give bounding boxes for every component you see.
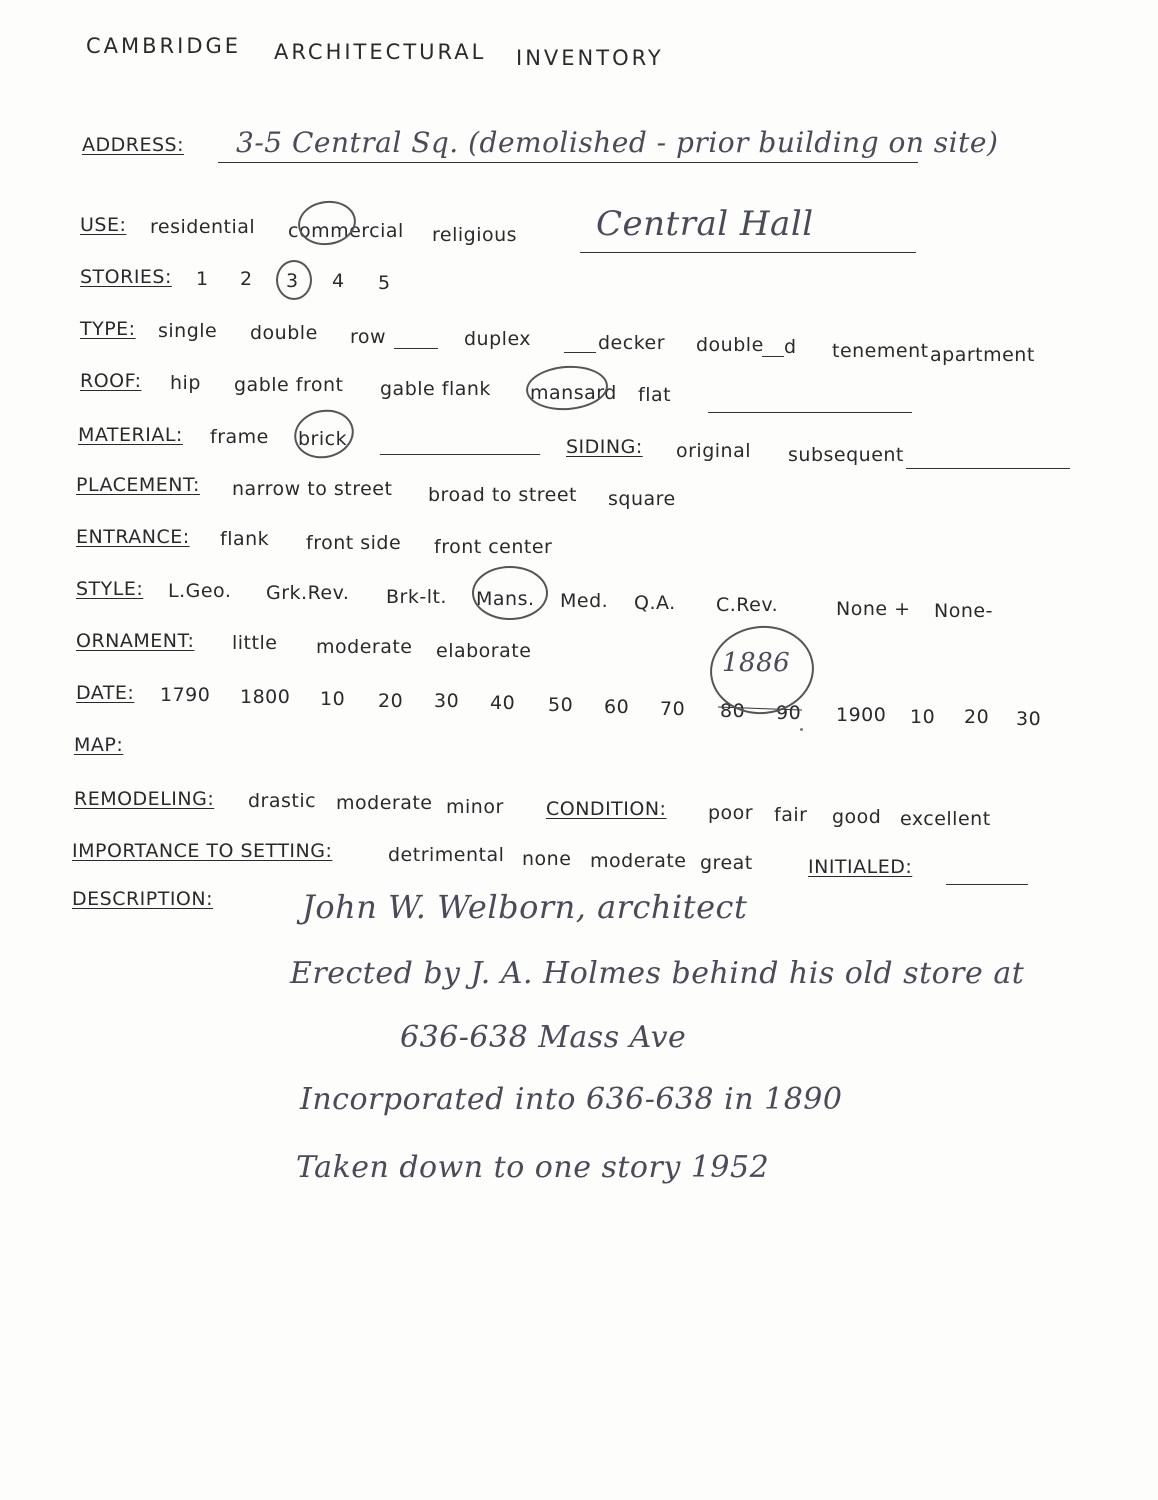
address-value: 3-5 Central Sq. (demolished - prior building on site) (236, 126, 999, 159)
date-option-1930: 30 (1016, 708, 1042, 730)
remodeling-option-drastic: drastic (248, 790, 317, 812)
placement-option-broad: broad to street (428, 484, 578, 506)
condition-option-poor: poor (708, 802, 754, 824)
roof-label: ROOF: (80, 370, 142, 392)
type-option-apartment: apartment (930, 344, 1035, 366)
date-option-70: 70 (660, 698, 686, 720)
date-option-90: 90 (776, 702, 802, 724)
roof-option-gable-flank: gable flank (380, 378, 491, 400)
style-selected-circle (472, 566, 548, 620)
remodeling-option-moderate: moderate (336, 792, 433, 814)
date-option-1920: 20 (964, 706, 990, 728)
condition-label: CONDITION: (546, 798, 667, 820)
type-option-double-d: double (696, 334, 764, 356)
date-option-20: 20 (378, 690, 404, 712)
date-option-10: 10 (320, 688, 346, 710)
header-cambridge: CAMBRIDGE (86, 34, 242, 58)
date-option-1900: 1900 (836, 704, 887, 726)
stories-option-1: 1 (196, 268, 209, 290)
description-line-1: John W. Welborn, architect (302, 888, 748, 926)
siding-label: SIDING: (566, 436, 643, 458)
stories-option-2: 2 (240, 268, 253, 290)
date-option-40: 40 (490, 692, 516, 714)
condition-option-excellent: excellent (900, 808, 991, 830)
date-option-1800: 1800 (240, 686, 291, 708)
type-double-d-suffix: d (784, 336, 797, 358)
map-label: MAP: (74, 734, 124, 756)
roof-option-mansard: mansard (530, 382, 617, 404)
use-option-religious: religious (432, 224, 518, 246)
ornament-option-little: little (232, 632, 278, 654)
condition-option-good: good (832, 806, 882, 828)
type-option-double: double (250, 322, 318, 344)
stories-option-3: 3 (286, 270, 299, 292)
type-option-row: row (350, 326, 387, 348)
address-line (218, 162, 918, 163)
description-line-5: Taken down to one story 1952 (296, 1150, 770, 1185)
initialed-label: INITIALED: (808, 856, 913, 878)
entrance-option-front-side: front side (306, 532, 402, 554)
description-line-2: Erected by J. A. Holmes behind his old store at (290, 956, 1025, 991)
type-option-duplex: duplex (464, 328, 532, 350)
description-label: DESCRIPTION: (72, 888, 214, 910)
condition-option-fair: fair (774, 804, 808, 826)
use-option-commercial: commercial (288, 220, 404, 242)
address-label: ADDRESS: (82, 134, 184, 156)
date-option-30: 30 (434, 690, 460, 712)
style-option-brklt: Brk-lt. (386, 586, 447, 608)
material-label: MATERIAL: (78, 424, 183, 446)
entrance-option-front-center: front center (434, 536, 553, 558)
siding-blank (906, 468, 1070, 469)
stories-option-5: 5 (378, 272, 391, 294)
description-line-3: 636-638 Mass Ave (400, 1020, 687, 1055)
material-selected-circle (290, 404, 359, 463)
stories-selected-circle (276, 260, 312, 300)
double-d-blank (762, 356, 784, 357)
stories-label: STORIES: (80, 266, 172, 288)
material-option-brick: brick (298, 428, 348, 450)
style-option-qa: Q.A. (634, 592, 676, 614)
decker-blank (564, 352, 596, 353)
entrance-option-flank: flank (220, 528, 270, 550)
style-option-grkrev: Grk.Rev. (266, 582, 350, 604)
row-blank (394, 348, 438, 349)
date-option-50: 50 (548, 694, 574, 716)
roof-blank (708, 412, 912, 413)
ornament-label: ORNAMENT: (76, 630, 195, 652)
use-label: USE: (80, 214, 127, 236)
date-option-1910: 10 (910, 706, 936, 728)
use-option-residential: residential (150, 216, 256, 238)
placement-label: PLACEMENT: (76, 474, 200, 496)
building-name: Central Hall (596, 204, 814, 244)
roof-selected-circle (525, 363, 610, 413)
roof-option-flat: flat (638, 384, 672, 406)
type-option-single: single (158, 320, 218, 342)
roof-option-gable-front: gable front (234, 374, 344, 396)
material-blank (380, 454, 540, 455)
date-handwritten-year: 1886 (722, 648, 791, 678)
style-option-none-plus: None + (836, 598, 911, 620)
date-label: DATE: (76, 682, 135, 704)
placement-option-narrow: narrow to street (232, 478, 393, 500)
remodeling-label: REMODELING: (74, 788, 215, 810)
importance-option-detrimental: detrimental (388, 844, 505, 866)
style-label: STYLE: (76, 578, 144, 600)
date-option-60: 60 (604, 696, 630, 718)
stories-option-4: 4 (332, 270, 345, 292)
ornament-option-moderate: moderate (316, 636, 413, 658)
header-architectural: ARCHITECTURAL (274, 40, 487, 64)
siding-option-subsequent: subsequent (788, 444, 904, 466)
entrance-label: ENTRANCE: (76, 526, 190, 548)
importance-option-moderate: moderate (590, 850, 687, 872)
siding-option-original: original (676, 440, 752, 462)
importance-label: IMPORTANCE TO SETTING: (72, 840, 333, 862)
roof-option-hip: hip (170, 372, 201, 394)
building-name-line (580, 252, 916, 253)
type-option-decker: decker (598, 332, 666, 354)
ornament-option-elaborate: elaborate (436, 640, 532, 662)
date-option-80: 80 (720, 700, 746, 722)
header-inventory: INVENTORY (516, 46, 664, 70)
importance-option-great: great (700, 852, 753, 874)
initialed-blank (946, 884, 1028, 885)
style-option-mans: Mans. (476, 588, 535, 610)
type-label: TYPE: (80, 318, 136, 340)
style-option-crev: C.Rev. (716, 594, 779, 616)
style-option-med: Med. (560, 590, 609, 612)
style-option-none-minus: None- (934, 600, 993, 622)
material-option-frame: frame (210, 426, 269, 448)
date-option-1790: 1790 (160, 684, 211, 706)
description-line-4: Incorporated into 636-638 in 1890 (300, 1082, 843, 1117)
ink-speck (800, 728, 803, 731)
style-option-lgeo: L.Geo. (168, 580, 232, 602)
remodeling-option-minor: minor (446, 796, 504, 818)
importance-option-none: none (522, 848, 572, 870)
type-option-tenement: tenement (832, 340, 929, 362)
placement-option-square: square (608, 488, 676, 510)
